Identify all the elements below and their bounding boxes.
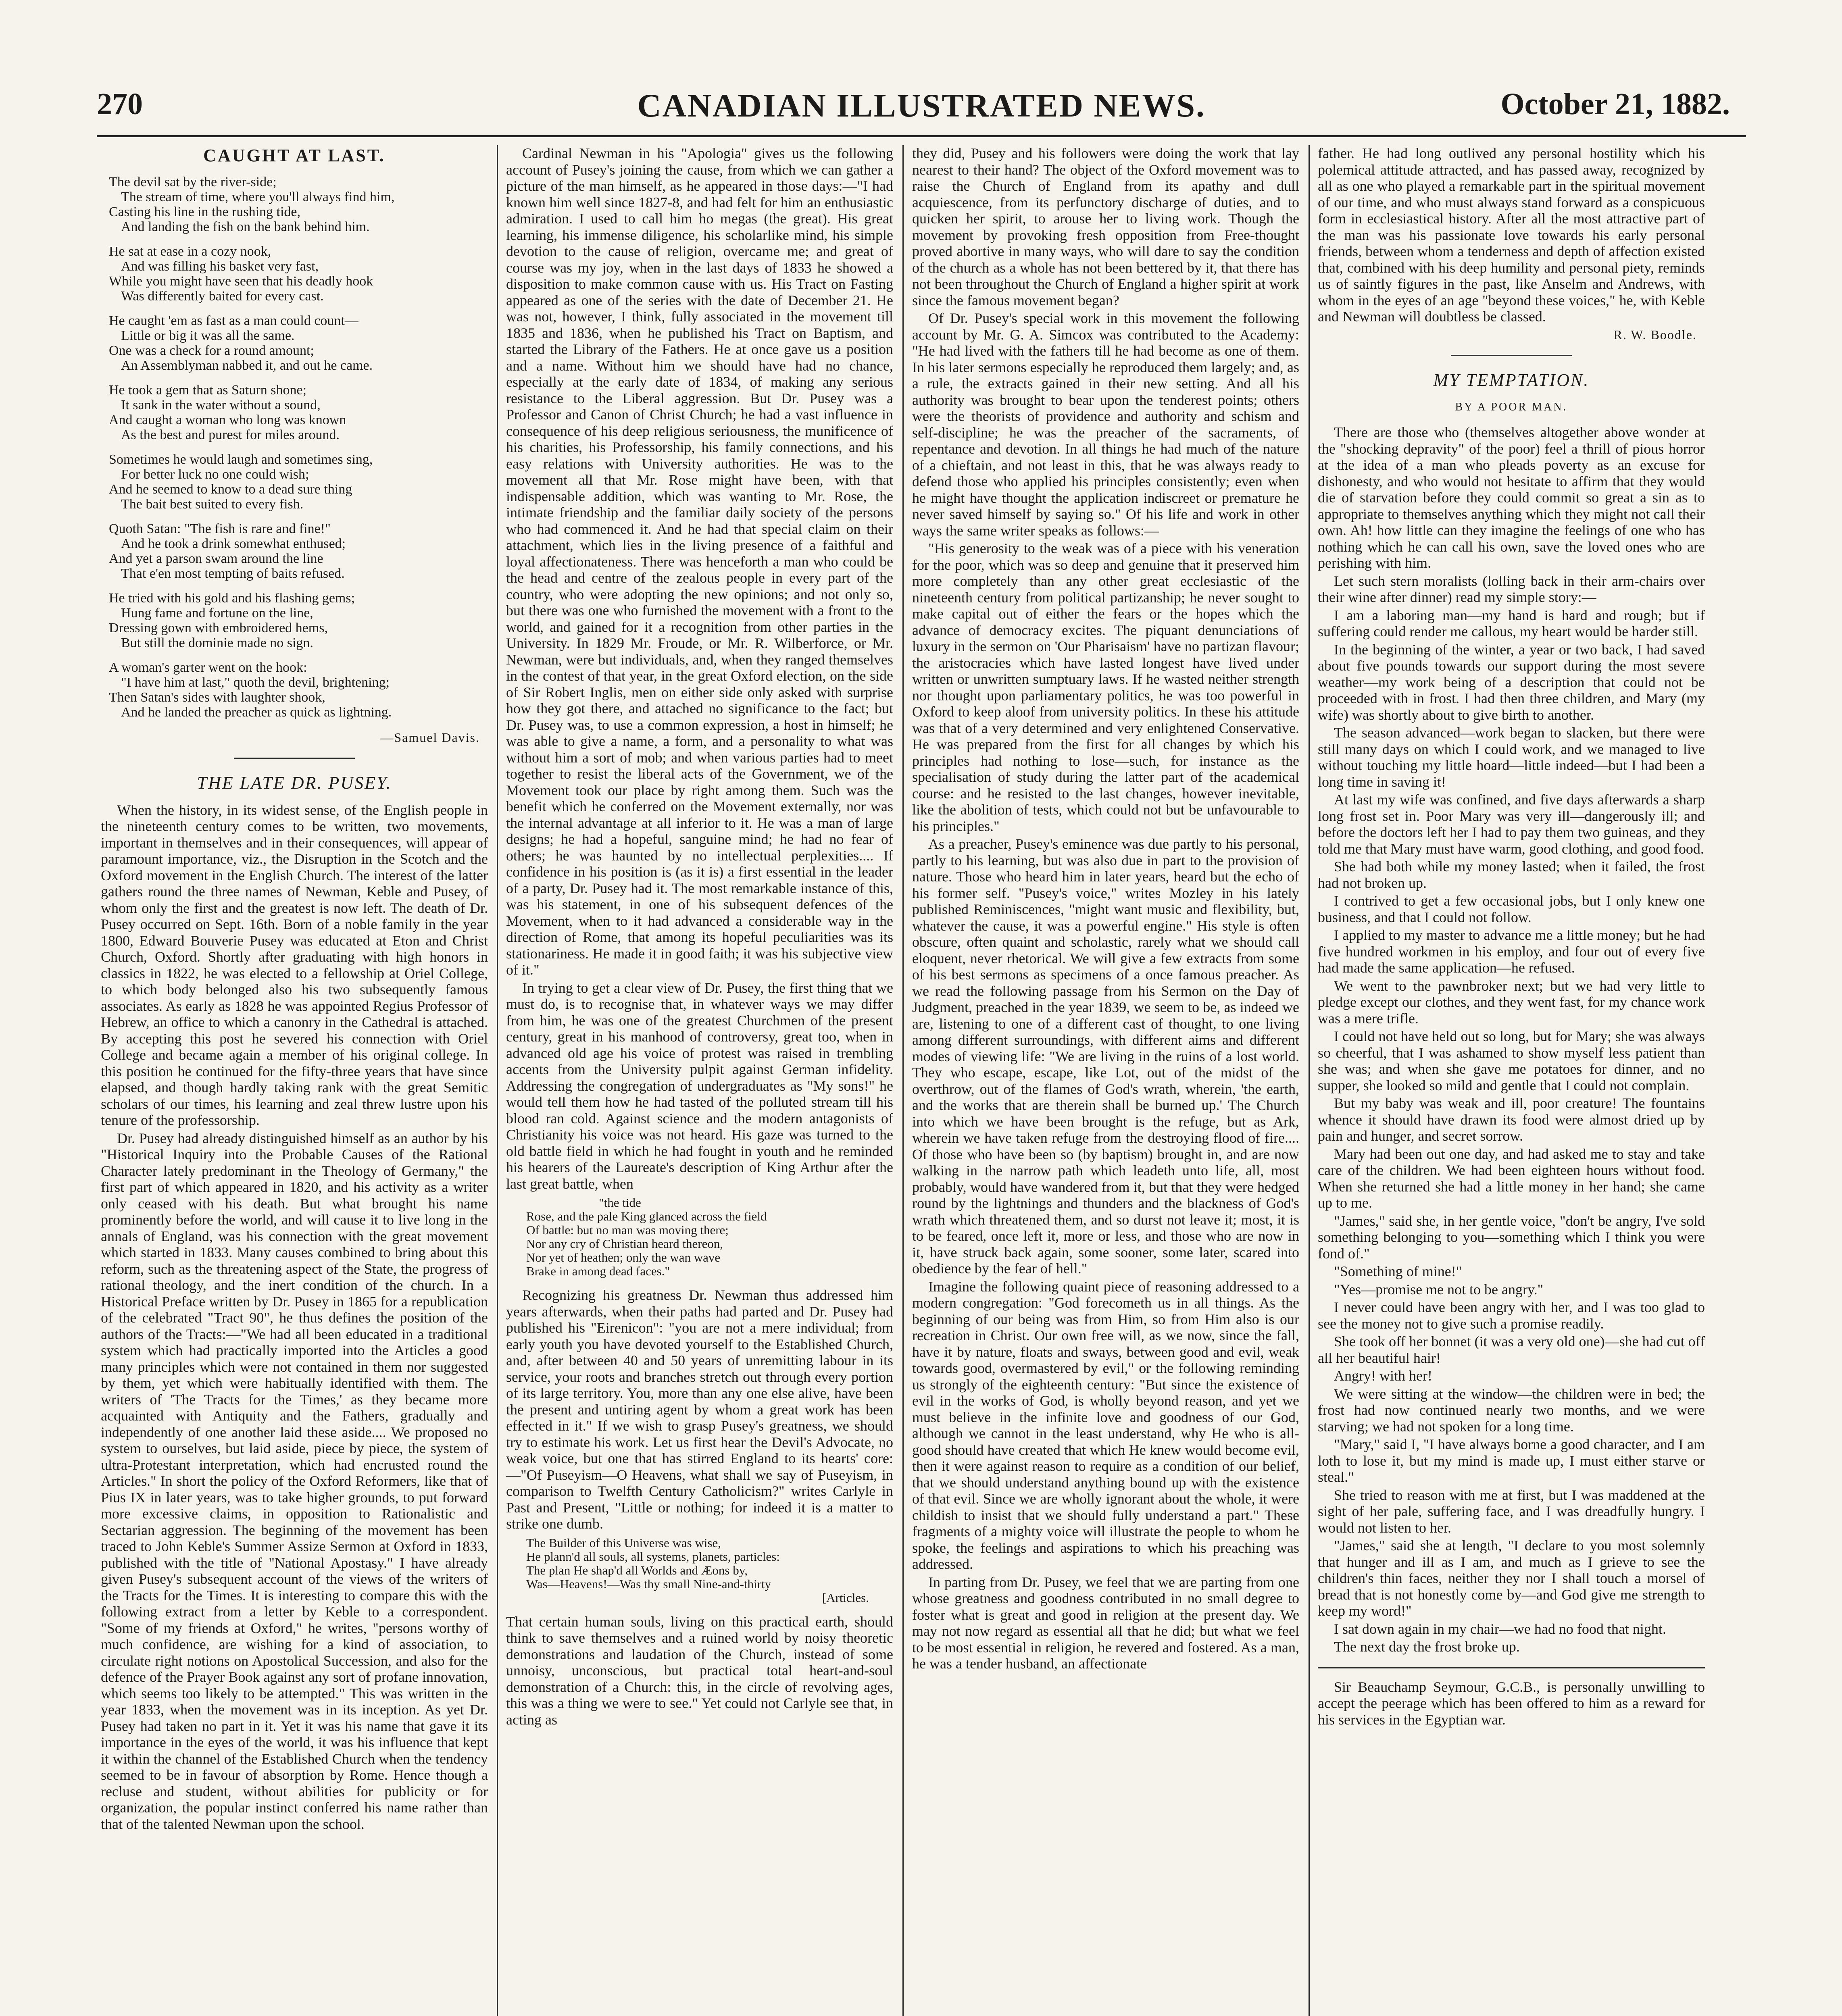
poem-line: He took a gem that as Saturn shone; (109, 382, 307, 398)
poem-stanza (109, 591, 488, 650)
poem-line: One was a check for a round amount; (109, 343, 314, 358)
poem-stanza (109, 383, 488, 442)
paragraph: Imagine the following quaint piece of reasoning addressed to a modern congregation: "God forecometh us in all things. As the beginning of our being was from Him, so from Him also is our recreation in Christ. Our own free will, as we now, since the fall, have it by nature, floats and sways, between good and evil, weak towards good, overmastered by evil," or the following reminding us strongly of the eighteenth century: "But since the existence of evil in the works of God, is wholly beyond reason, and yet we must believe in the infinite love and goodness of our God, although we cannot in the least understand, why He who is all-good should have created that which He knew would become evil, then it were against reason to require as a condition of our belief, that we should understand anything bound up with the existence of that evil. Since we are wholly ignorant about the whole, it were childish to insist that we should fully understand a part." These fragments of a mighty voice will illustrate the people to whom he spoke, the feelings and aspirations to which his preaching was addressed. (912, 1278, 1299, 1572)
paragraph: The next day the frost broke up. (1334, 1639, 1520, 1655)
quote-line: Of battle: but no man was moving there; (526, 1223, 729, 1237)
poem-line: Hung fame and fortune on the line, (121, 605, 313, 621)
pusey-column-1-text (101, 802, 488, 1833)
paragraph: In parting from Dr. Pusey, we feel that we are parting from one whose greatness and goodness contributed in no small degree to foster what is great and good in religion at the present day. We may not now regard as essential all that he did; but what we feel to be most essential in religion, he revered and fostered. As a man, he was a tender husband, an affectionate (912, 1574, 1299, 1672)
column-3 (912, 145, 1299, 2016)
poem-line: And yet a parson swam around the line (109, 551, 323, 566)
paragraph: Sir Beauchamp Seymour, G.C.B., is personally unwilling to accept the peerage which has been offered to him as a reward for his services in the Egyptian war. (1318, 1679, 1705, 1728)
poem-line: An Assemblyman nabbed it, and out he came. (121, 358, 373, 373)
quote-line: "the tide (599, 1195, 641, 1210)
quote-line: Nor any cry of Christian heard thereon, (526, 1237, 723, 1251)
poem-author: —Samuel Davis. (380, 730, 480, 745)
paragraph: But my baby was weak and ill, poor creature! The fountains whence it should have drawn its food were almost dried up by pain and hunger, and secret sorrow. (1318, 1095, 1705, 1144)
carlyle-quote (526, 1536, 893, 1605)
header-rule (97, 135, 1746, 137)
poem-line: But still the dominie made no sign. (121, 635, 313, 650)
paragraph: She tried to reason with me at first, but I was maddened at the sight of her pale, suffering face, and I was dreadfully hungry. I would not listen to her. (1318, 1487, 1705, 1536)
poem-title: CAUGHT AT LAST. (203, 146, 385, 165)
quote-line: The plan He shap'd all Worlds and Æons by, (526, 1563, 748, 1577)
paragraph: I applied to my master to advance me a little money; but he had five hundred workmen in his employ, and four out of every five had made the same application—he refused. (1318, 927, 1705, 976)
column-1 (101, 145, 488, 2016)
poem-line: That e'en most tempting of baits refused. (121, 566, 345, 581)
paragraph: Mary had been out one day, and had asked me to stay and take care of the children. We had been eighteen hours without food. When she returned she had a little money in her hand; she came up to me. (1318, 1145, 1705, 1211)
poem-line: A woman's garter went on the hook: (109, 660, 307, 675)
paragraph: In trying to get a clear view of Dr. Pusey, the first thing that we must do, is to recognise that, in whatever ways we may differ from him, he was one of the greatest Churchmen of the present century, great in his manhood of controversy, great too, when in advanced old age his voice of protest was raised in trembling accents from the University pulpit against German infidelity. Addressing the congregation of undergraduates as "My sons!" he would tell them how he had tasted of the polluted stream till his blood ran cold. Against science and the modern antagonists of Christianity his voice was not heard. His gaze was turned to the old battle field in which he had fought in youth and he reminded his hearers of the Laureate's description of King Arthur after the last great battle, when (506, 979, 893, 1192)
paragraph: She took off her bonnet (it was a very old one)—she had cut off all her beautiful hair! (1318, 1333, 1705, 1366)
paragraph: The season advanced—work began to slacken, but there were still many days on which I could work, and we managed to live without touching my little hoard—little indeed—but I had been a long time in saving it! (1318, 725, 1705, 790)
paragraph: Let such stern moralists (lolling back in their arm-chairs over their wine after dinner) read my simple story:— (1318, 573, 1705, 605)
quote-line: Nor yet of heathen; only the wan wave (526, 1250, 721, 1264)
quote-line: Brake in among dead faces." (526, 1264, 670, 1278)
article-signature: R. W. Boodle. (1613, 327, 1697, 342)
poem-line: The devil sat by the river-side; (109, 174, 277, 190)
paragraph: "Mary," said I, "I have always borne a good character, and I am loth to lose it, but my mind is made up, I must either starve or steal." (1318, 1436, 1705, 1485)
poem-line: Was differently baited for every cast. (121, 288, 324, 304)
paragraph: "His generosity to the weak was of a piece with his veneration for the poor, which was so deep and genuine that it preserved him more completely than any other great ecclesiastic of the nineteenth century from political partizanship; he never sought to make capital out of either the fears or the hopes which the advance of democracy excites. The piquant denunciations of luxury in the sermon on 'Our Pharisaism' have no partizan flavour; the aristocracies which have lasted longest have lived under written or unwritten sumptuary laws. If he wasted neither strength nor thought upon parliamentary politics, he was too powerful in Oxford to keep aloof from university politics. In these his attitude was that of a very determined and very enlightened Conservative. He was prepared from the first for all changes by which his principles had nothing to lose—such, for instance as the specialisation of study during the latter part of the academical course: and he resisted to the last changes, however inevitable, like the abolition of tests, which could not but be unfavourable to his principles." (912, 540, 1299, 834)
paragraph: Of Dr. Pusey's special work in this movement the following account by Mr. G. A. Simcox was contributed to the Academy: "He had lived with the fathers till he had become as one of them. In his later sermons especially he reproduced them largely; and, as a rule, the extracts gained in their new setting. And all his authority was brought to bear upon the tenderest points; others were the theorists of providence and authority and schism and self-discipline; he was the preacher of the sacraments, of repentance and devotion. In all things he had much of the nature of a chieftain, and not least in this, that he was always ready to defend those who applied his principles consistently; even when he might have thought the application indiscreet or premature he never saved himself by saying so." Of his life and work in other ways the same writer speaks as follows:— (912, 310, 1299, 539)
paragraph: father. He had long outlived any personal hostility which his polemical attitude attracted, and has passed away, recognized by all as one who played a remarkable part in the spiritual movement of our time, and who must always stand forward as a conspicuous form in ecclesiastical history. After all the most attractive part of the man was his passionate love towards his early personal friends, between whom a tenderness and depth of affection existed that, combined with his deep humility and personal piety, reminds us of saintly figures in the past, like Anselm and Andrews, with whom in the eyes of an age "beyond these voices," he, with Keble and Newman will doubtless be classed. (1318, 145, 1705, 325)
paragraph: I never could have been angry with her, and I was too glad to see the money not to give such a promise readily. (1318, 1299, 1705, 1332)
poem-line: Dressing gown with embroidered hems, (109, 620, 328, 635)
poem-stanza (109, 175, 488, 234)
paragraph: Angry! with her! (1334, 1368, 1432, 1384)
article-byline: BY A POOR MAN. (1455, 400, 1568, 413)
paragraph: "James," said she, in her gentle voice, "don't be angry, I've sold something belonging to you—something which I think you were fond of." (1318, 1212, 1705, 1262)
column-rule (902, 145, 904, 2016)
poem-line: Casting his line in the rushing tide, (109, 204, 301, 219)
paragraph: I could not have held out so long, but for Mary; she was always so cheerful, that I was ashamed to show myself less patient than she was; and when she gave me potatoes for dinner, and no supper, she looked so mild and gentle that I could not complain. (1318, 1028, 1705, 1093)
poem-line: And he seemed to know to a dead sure thing (109, 481, 352, 497)
paragraph: I am a laboring man—my hand is hard and rough; but if suffering could render me callous, my heart would be harder still. (1318, 607, 1705, 639)
poem-line: The stream of time, where you'll always find him, (121, 189, 395, 204)
column-4 (1318, 145, 1705, 2016)
paragraph: I contrived to get a few occasional jobs, but I only knew one business, and that I could not follow. (1318, 893, 1705, 925)
poem-line: And he landed the preacher as quick as lightning. (121, 704, 392, 720)
page-number: 270 (97, 87, 143, 121)
news-note (1318, 1667, 1705, 1728)
poem-line: And caught a woman who long was known (109, 412, 346, 427)
tennyson-quote (526, 1196, 893, 1278)
paragraph: "Something of mine!" (1334, 1263, 1462, 1279)
quote-line: Was—Heavens!—Was thy small Nine-and-thirty (526, 1577, 771, 1591)
poem-line: It sank in the water without a sound, (121, 397, 321, 412)
section-divider (1451, 355, 1572, 356)
quote-line: He plann'd all souls, all systems, planets, particles: (526, 1549, 780, 1564)
masthead: CANADIAN ILLUSTRATED NEWS. (637, 87, 1206, 124)
paragraph: As a preacher, Pusey's eminence was due partly to his personal, partly to his learning, but was also due in part to the provision of nature. Those who heard him in later years, heard but the echo of his former self. "Pusey's voice," writes Mozley in his lately published Reminiscences, "might want music and flexibility, but, whatever the cause, it was a powerful engine." His style is often obscure, often quaint and scholastic, rarely what we should call eloquent, never rhetorical. We will give a few extracts from some of his best sermons as specimens of a once famous preacher. As we read the following passage from his Sermon on the Day of Judgment, preached in the year 1839, we seem to be, as indeed we are, listening to one of a different cast of thought, to one living among different surroundings, with different aims and different modes of viewing life: "We are living in the ruins of a lost world. They who escape, escape, like Lot, out of the midst of the overthrow, out of the flames of God's wrath, wherein, 'the earth, and the works that are therein shall be burned up.' The Church into which we have been brought is the refuge, but as Ark, wherein we have taken refuge from the destroying flood of fire.... Of those who have been so (by baptism) brought in, and are now walking in the narrow path which leadeth unto life, all, most probably, would have wandered from it, but that they were hedged round by the lightnings and thunders and the blackness of God's wrath which threatened them, and so durst not leave it; most, it is to be feared, once left it, more or less, and those who are now in it, have struck back again, some sooner, some later, scared into obedience by the fear of hell." (912, 836, 1299, 1277)
paragraph: There are those who (themselves altogether above wonder at the "shocking depravity" of the poor) feel a thrill of pious horror at the idea of a man who pleads poverty as an excuse for dishonesty, and who would not hesitate to affirm that they would die of starvation before they could commit so great a sin as to appropriate to themselves anything which they might not call their own. Ah! how little can they imagine the feelings of one who has nothing which he can call his own, save the loved ones who are perishing with him. (1318, 424, 1705, 571)
poem-line: Little or big it was all the same. (121, 328, 295, 343)
article-title-temptation: MY TEMPTATION. (1433, 370, 1590, 390)
column-2 (506, 145, 893, 2016)
quote-line: The Builder of this Universe was wise, (526, 1535, 721, 1550)
running-head (97, 87, 1746, 135)
poem-line: He tried with his gold and his flashing gems; (109, 590, 355, 606)
paragraph: Dr. Pusey had already distinguished himself as an author by his "Historical Inquiry into the Probable Causes of the Rational Character lately predominant in the Theology of Germany," the first part of which appeared in 1820, and his activity as a writer only ceased with his death. But what brought his name prominently before the world, and will cause it to live long in the annals of England, was his connection with the great movement which started in 1833. Many causes combined to bring about this reform, such as the threatening aspect of the State, the progress of rational theology, and the inert condition of the church. In a Historical Preface written by Dr. Pusey in 1865 for a republication of the celebrated "Tract 90", he thus defines the position of the authors of the Tracts:—"We had all been educated in a traditional system which had practically imported into the Articles a good many principles which were not contained in them nor suggested by them, yet which were habitually identified with them. The writers of 'The Tracts for the Times,' as they became more acquainted with Antiquity and the Fathers, gradually and independently of one another laid these aside.... We proposed no system to ourselves, but laid aside, piece by piece, the system of ultra-Protestant interpretation, which had encrusted round the Articles." In short the policy of the Oxford Reformers, like that of Pius IX in later years, was to take higher grounds, to put forward more excessive claims, in opposition to Rationalistic and Sectarian aggression. The beginning of the movement has been traced to John Keble's Summer Assize Sermon at Oxford in 1833, published with the title of "National Apostasy." I have already given Pusey's subsequent account of the views of the writers of the Tracts for the Times. It is interesting to compare this with the following extract from a letter by Keble to a correspondent. "Some of my friends at Oxford," he writes, "persons worthy of much confidence, are wishing for a kind of association, to circulate right notions on Apostolical Succession, and also for the defence of the Prayer Book against any sort of profane innovation, which seems too likely to be attempted." This was written in the year 1833, when the movement was in its inception. As yet Dr. Pusey had taken no part in it. Yet it was his name that gave it its importance in the eyes of the world, it was his influence that kept it within the channel of the Established Church when the tendency seemed to be in favour of absorption by Rome. Hence though a recluse and student, without abilities for publicity or for organization, the popular instinct conferred his name rather than that of the talented Newman upon the school. (101, 1130, 488, 1832)
poem-line: The bait best suited to every fish. (121, 496, 304, 512)
column-rule (497, 145, 498, 2016)
paragraph: That certain human souls, living on this practical earth, should think to save themselves and a ruined world by noisy theoretic demonstrations and laudation of the Church, instead of some unnoisy, unconscious, but practical total heart-and-soul demonstration of a Church: this, in the circle of revolving ages, this was a thing we were to see." Yet could not Carlyle see that, in acting as (506, 1613, 893, 1728)
paragraph: they did, Pusey and his followers were doing the work that lay nearest to their hand? The object of the Oxford movement was to raise the Church of England from its apathy and dull acquiescence, from its perfunctory discharge of duties, and to quicken her spirit, to arouse her to living work. Though the movement by provoking fresh opposition from Free-thought proved abortive in many ways, who will dare to say the condition of the church as a whole has not been bettered by it, that there has not been throughout the Church of England a higher spirit at work since the famous movement began? (912, 145, 1299, 308)
poem-line: Then Satan's sides with laughter shook, (109, 689, 325, 705)
poem-line: He caught 'em as fast as a man could count— (109, 313, 358, 328)
poem-stanza (109, 313, 488, 373)
paragraph: We were sitting at the window—the children were in bed; the frost had now continued nearly two months, and we were starving; we had not spoken for a long time. (1318, 1385, 1705, 1435)
paragraph: I sat down again in my chair—we had no food that night. (1334, 1620, 1666, 1637)
paragraph: Cardinal Newman in his "Apologia" gives us the following account of Pusey's joining the cause, from which we can gather a picture of the man himself, as he appeared in those days:—"I had known him well since 1827-8, and had felt for him an enthusiastic admiration. I used to call him ho megas (the great). His great learning, his immense diligence, his scholarlike mind, his simple devotion to the cause of religion, overcame me; and great of course was my joy, when in the last days of 1833 he showed a disposition to make common cause with us. His Tract on Fasting appeared as one of the series with the date of December 21. He was not, however, I think, fully associated in the movement till 1835 and 1836, when he published his Tract on Baptism, and started the Library of the Fathers. He at once gave us a position and a name. Without him we should have had no chance, especially at the early date of 1834, of making any serious resistance to the Liberal aggression. But Dr. Pusey was a Professor and Canon of Christ Church; he had a vast influence in consequence of his deep religious seriousness, the munificence of his charities, his Professorship, his family connections, and his easy relations with University authorities. He was to the movement all that Mr. Rose might have been, with that indispensable addition, which was wanting to Mr. Rose, the intimate friendship and the familiar daily society of the persons who had commenced it. And he had that special claim on their attachment, which lies in the living presence of a faithful and loyal affectionateness. There was henceforth a man who could be the head and centre of the zealous people in every part of the country, who were adopting the new opinions; and not only so, but there was one who furnished the movement with a front to the world, and gained for it a recognition from other parties in the University. In 1829 Mr. Froude, or Mr. R. Wilberforce, or Mr. Newman, were but individuals, and, when they ranged themselves in the contest of that year, in the great Oxford election, on the side of Sir Robert Inglis, men on either side only asked with surprise how they got there, and attached no significance to the fact; but Dr. Pusey was, to use a common expression, a host in himself; he was able to give a name, a form, and a personality to what was without him a sort of mob; and when various parties had to meet together to resist the liberal acts of the Government, we of the Movement took our place by right among them. Such was the benefit which he conferred on the Movement externally, nor was the internal advantage at all inferior to it. He was a man of large designs; he had a hopeful, sanguine mind; he had no fear of others; he was haunted by no intellectual perplexities.... If confidence in his position is (as it is) a first essential in the leader of a party, Dr. Pusey had it. The most remarkable instance of this, was his statement, in one of his subsequent defences of the Movement, when to it had advanced a considerable way in the direction of Rome, that among its hopeful peculiarities was its stationariness. He made it in good faith; it was his subjective view of it." (506, 145, 893, 978)
paragraph: She had both while my money lasted; when it failed, the frost had not broken up. (1318, 858, 1705, 891)
quote-line: Rose, and the pale King glanced across the field (526, 1209, 767, 1223)
paragraph: "Yes—promise me not to be angry." (1334, 1281, 1544, 1297)
quote-citation: [Articles. (822, 1590, 869, 1605)
poem-line: As the best and purest for miles around. (121, 427, 340, 442)
poem-stanza (109, 521, 488, 581)
poem-line: Quoth Satan: "The fish is rare and fine!" (109, 521, 331, 536)
poem-line: And landing the fish on the bank behind him. (121, 219, 370, 234)
poem-line: While you might have seen that his deadly hook (109, 273, 373, 289)
paragraph: We went to the pawnbroker next; but we had very little to pledge except our clothes, and they went fast, for my chance work was a mere trifle. (1318, 977, 1705, 1027)
column-rule (1309, 145, 1310, 2016)
poem-stanza (109, 452, 488, 512)
poem-line: And he took a drink somewhat enthused; (121, 536, 346, 551)
issue-date: October 21, 1882. (1500, 87, 1730, 121)
poem-line: Sometimes he would laugh and sometimes sing, (109, 452, 373, 467)
paragraph: At last my wife was confined, and five days afterwards a sharp long frost set in. Poor Mary was very ill—dangerously ill; and before the doctors left her I had to pay them two guineas, and they told me that Mary must have warm, good clothing, and good food. (1318, 791, 1705, 857)
poem-line: "I have him at last," quoth the devil, brightening; (121, 675, 390, 690)
poem-line: He sat at ease in a cozy nook, (109, 244, 271, 259)
paragraph: Recognizing his greatness Dr. Newman thus addressed him years afterwards, when their paths had parted and Dr. Pusey had published his "Eirenicon": "you are not a mere individual; from early youth you have devoted yourself to the Established Church, and, after between 40 and 50 years of unremitting labour in its service, your roots and branches stretch out through every portion of its large territory. You, more than any one else alive, have been the present and untiring agent by whom a great work has been effected in it." If we wish to grasp Pusey's greatness, we should try to estimate his work. Let us first hear the Devil's Advocate, no weak voice, but one that has stirred England to its hearts' core:—"Of Puseyism—O Heavens, what shall we say of Puseyism, in comparison to Twelfth Century Catholicism?" writes Carlyle in Past and Present, "Little or nothing; for indeed it is a matter to strike one dumb. (506, 1287, 893, 1532)
paragraph: "James," said she at length, "I declare to you most solemnly that hunger and ill as I am, and much as I grieve to see the children's thin faces, neither they nor I shall touch a morsel of bread that is not honestly come by—and God give me strength to keep my word!" (1318, 1537, 1705, 1619)
poem-stanza (109, 244, 488, 304)
section-divider (234, 758, 355, 759)
article-title-pusey: THE LATE DR. PUSEY. (197, 773, 392, 793)
temptation-text (1318, 424, 1705, 1655)
paragraph: When the history, in its widest sense, of the English people in the nineteenth century comes to be written, two movements, important in themselves and in their consequences, will appear of paramount importance, viz., the Disruption in the Scotch and the Oxford movement in the English Church. The interest of the latter gathers round the three names of Newman, Keble and Pusey, of whom only the first and the greatest is now left. The death of Dr. Pusey occurred on Sept. 16th. Born of a noble family in the year 1800, Edward Bouverie Pusey was educated at Eton and Christ Church, Oxford. Shortly after graduating with high honors in classics in 1822, he was elected to a fellowship at Oriel College, to which body belonged also his two subsequently famous associates. As early as 1828 he was appointed Regius Professor of Hebrew, an office to which a canonry in the Cathedral is attached. By accepting this post he severed his connection with Oriel College and became again a member of his original college. In this position he continued for the fifty-three years that have since elapsed, and though hardly taking rank with the great Semitic scholars of our times, his learning and zeal threw lustre upon his tenure of the professorship. (101, 802, 488, 1128)
poem-body (101, 175, 488, 720)
poem-line: And was filling his basket very fast, (121, 258, 319, 274)
poem-line: For better luck no one could wish; (121, 467, 309, 482)
poem-stanza (109, 660, 488, 720)
paragraph: In the beginning of the winter, a year or two back, I had saved about five pounds towards our support during the most severe weather—my work being of a description that could not be proceeded with in frost. I had then three children, and Mary (my wife) was shortly about to give birth to another. (1318, 641, 1705, 723)
